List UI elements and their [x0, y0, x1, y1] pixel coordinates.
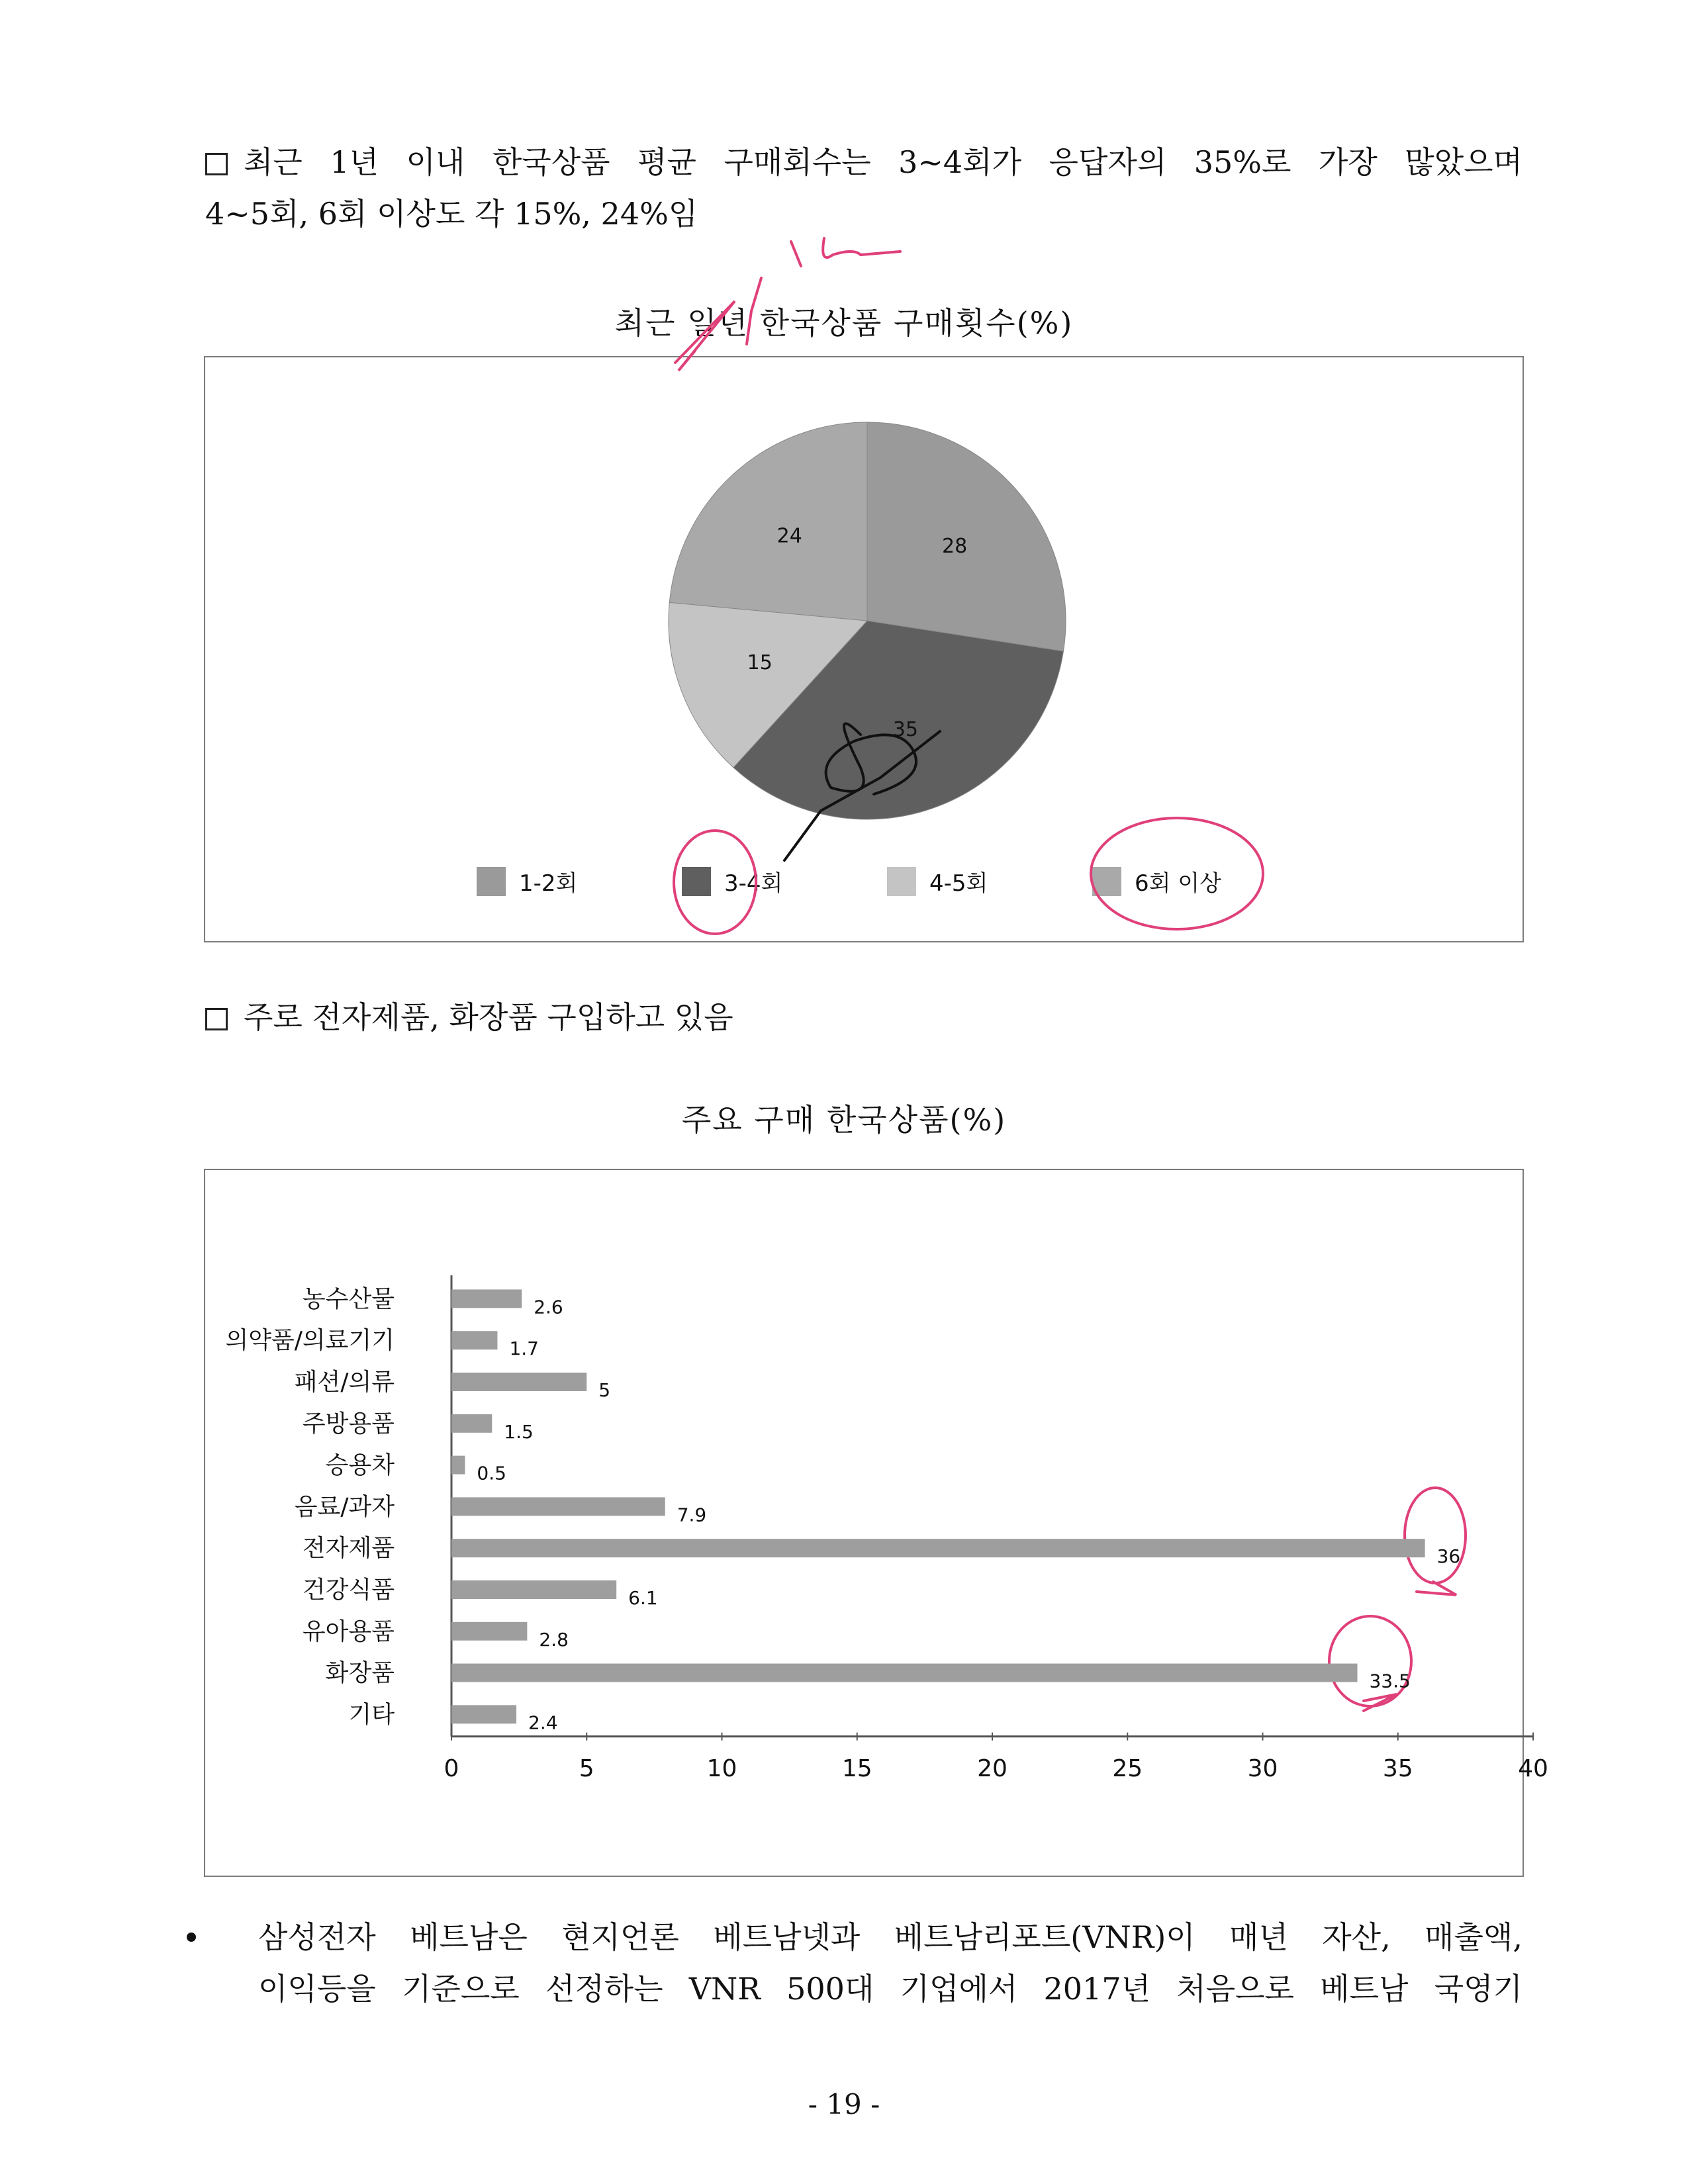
- checkbox-square-icon-2: [205, 1008, 228, 1030]
- bar-heading-line: [205, 991, 1523, 1043]
- bar-4: [451, 1414, 492, 1433]
- bar-x-tick-label-6: 25: [1112, 1754, 1143, 1782]
- bar-x-tick-label-9: 40: [1518, 1754, 1548, 1782]
- bar-category-label-2: 의약품/의료기기: [225, 1327, 395, 1355]
- bar-x-tick-label-7: 30: [1247, 1754, 1278, 1782]
- bar-value-label-11: 2.4: [528, 1711, 558, 1734]
- bar-6: [451, 1497, 665, 1516]
- bar-value-label-3: 5: [598, 1379, 611, 1401]
- bar-category-label-1: 농수산물: [302, 1285, 395, 1313]
- bar-value-label-5: 0.5: [477, 1462, 506, 1484]
- pie-slice-label-2: 35: [892, 718, 918, 742]
- bar-x-tick-label-2: 5: [579, 1754, 594, 1782]
- handwritten-note-7-18: [675, 238, 900, 371]
- annotation-circle-6-plus: [1091, 818, 1263, 929]
- handwritten-pen-marks: [784, 723, 940, 860]
- bar-value-label-9: 2.8: [539, 1628, 569, 1651]
- bar-chart-title: 주요 구매 한국상품(%): [681, 1102, 1007, 1138]
- bar-7: [451, 1539, 1425, 1557]
- page-number: - 19 -: [808, 2088, 880, 2120]
- bar-1: [451, 1289, 522, 1308]
- bar-11: [451, 1705, 516, 1723]
- bullet-line-2: 이익등을 기준으로 선정하는 VNR 500대 기업에서 2017년 처음으로 베트남 국영기: [258, 1971, 1523, 2007]
- bar-10: [451, 1664, 1357, 1682]
- bar-x-tick-label-8: 35: [1382, 1754, 1413, 1782]
- bar-category-label-6: 음료/과자: [294, 1493, 395, 1521]
- bar-category-label-4: 주방용품: [302, 1410, 395, 1437]
- pie-slice-label-4: 24: [776, 524, 802, 548]
- bar-value-label-8: 6.1: [628, 1587, 658, 1609]
- bar-2: [451, 1331, 497, 1349]
- bar-section-heading: [205, 991, 1523, 1043]
- pie-legend-label-1: 1-2회: [519, 870, 578, 897]
- bar-value-label-4: 1.5: [504, 1420, 534, 1443]
- bar-category-label-3: 패션/의류: [294, 1369, 395, 1396]
- bar-8: [451, 1580, 616, 1599]
- bar-x-tick-label-1: 0: [444, 1754, 459, 1782]
- bar-chart: [205, 1170, 1548, 1876]
- bar-x-tick-label-5: 20: [977, 1754, 1008, 1782]
- bar-category-label-11: 기타: [348, 1701, 395, 1729]
- pie-slice-label-3: 15: [747, 651, 773, 674]
- bar-value-label-7: 36: [1436, 1545, 1461, 1568]
- bar-value-label-1: 2.6: [534, 1296, 563, 1318]
- bar-value-label-10: 33.5: [1369, 1670, 1411, 1692]
- bar-value-label-6: 7.9: [677, 1504, 707, 1526]
- bullet-paragraph: [205, 1911, 1523, 2015]
- pie-chart-title: 최근 일년 한국상품 구매횟수(%): [614, 305, 1074, 341]
- pie-slice-label-1: 28: [942, 534, 968, 558]
- bullet-text: [258, 1911, 1523, 2015]
- annotation-circle-3-4: [674, 831, 756, 934]
- bullet-line-1: 삼성전자 베트남은 현지언론 베트남넷과 베트남리포트(VNR)이 매년 자산, 매출액,: [258, 1919, 1523, 1955]
- bar-category-label-5: 승용차: [325, 1451, 395, 1479]
- pie-legend-label-4: 6회 이상: [1135, 870, 1221, 897]
- bar-category-label-9: 유아용품: [302, 1617, 395, 1645]
- intro-line-1-text: 최근 1년 이내 한국상품 평균 구매회수는 3~4회가 응답자의 35%로 가장 많았으며: [244, 144, 1523, 180]
- bar-x-tick-label-4: 15: [841, 1754, 872, 1782]
- bar-chart-frame: [204, 1169, 1548, 1877]
- pie-legend-label-3: 4-5회: [929, 870, 988, 897]
- bar-9: [451, 1622, 527, 1641]
- bar-heading-text: 주로 전자제품, 화장품 구입하고 있음: [244, 999, 733, 1035]
- bar-5: [451, 1456, 465, 1475]
- bar-value-label-2: 1.7: [509, 1338, 539, 1360]
- bar-x-tick-label-3: 10: [706, 1754, 737, 1782]
- pie-legend-label-2: 3-4회: [724, 870, 783, 897]
- bullet-icon: [187, 1933, 196, 1942]
- bar-category-label-8: 건강식품: [302, 1576, 395, 1604]
- intro-line-2: 4~5회, 6회 이상도 각 15%, 24%임: [205, 196, 698, 232]
- bar-category-label-10: 화장품: [325, 1659, 395, 1687]
- bar-category-label-7: 전자제품: [302, 1535, 395, 1563]
- bar-3: [451, 1373, 586, 1391]
